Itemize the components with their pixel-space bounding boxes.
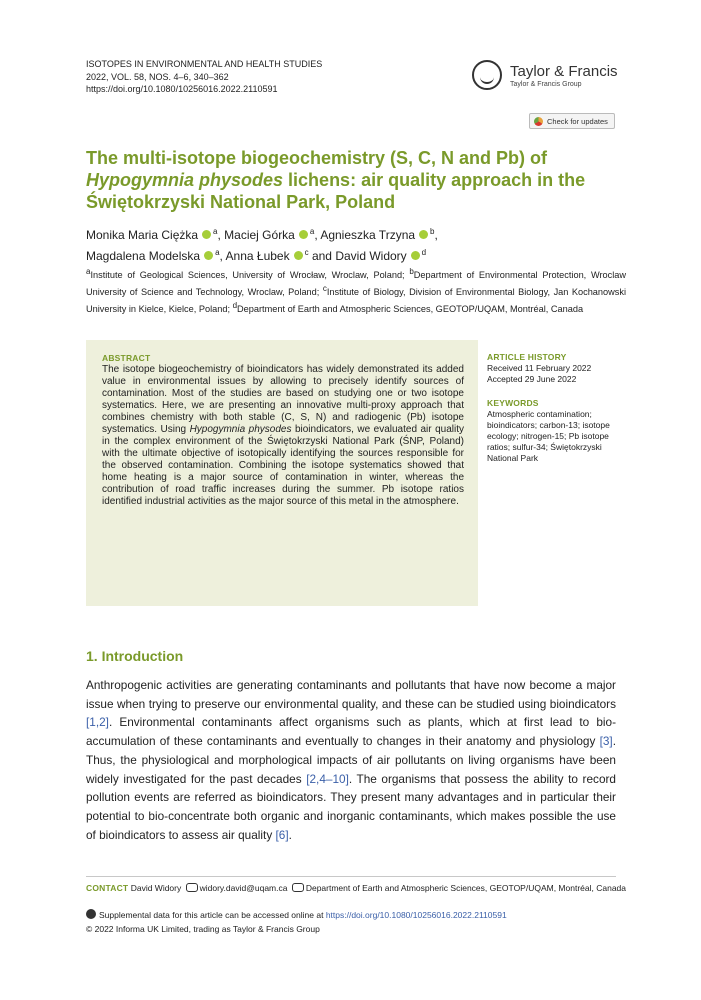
- address-icon: [292, 883, 304, 892]
- lamp-icon: [472, 60, 502, 90]
- copyright: © 2022 Informa UK Limited, trading as Taylor & Francis Group: [86, 924, 320, 934]
- crossmark-icon: [534, 117, 543, 126]
- received-date: Received 11 February 2022: [487, 363, 592, 373]
- affiliation-b: Department of Environmental Protection, Wroclaw University of Science and Technology, Wroclaw, Poland;: [86, 270, 627, 298]
- orcid-icon[interactable]: [299, 230, 308, 239]
- intro-paragraph: [86, 676, 616, 844]
- history-label: ARTICLE HISTORY: [487, 352, 567, 362]
- author-name[interactable]: Anna Łubek: [225, 249, 290, 263]
- section-heading: 1. Introduction: [86, 648, 184, 664]
- author-separator: ,: [314, 228, 321, 242]
- footer-divider: [86, 876, 616, 877]
- author-name[interactable]: David Widory: [335, 249, 407, 263]
- title-species: Hypogymnia physodes: [86, 170, 284, 190]
- affiliation-mark: a: [86, 267, 91, 276]
- contact-address: Department of Earth and Atmospheric Sciences, GEOTOP/UQAM, Montréal, Canada: [305, 883, 626, 893]
- journal-header: [86, 58, 322, 96]
- author-affiliation-mark: a: [215, 248, 220, 257]
- supplemental-text: Supplemental data for this article can be accessed online at: [99, 910, 326, 920]
- journal-volume: 2022, VOL. 58, NOS. 4–6, 340–362: [86, 71, 229, 82]
- abstract-species: Hypogymnia physodes: [189, 424, 292, 435]
- affiliation-c: Institute of Biology, Division of Environmental Biology, Jan Kochanowski University in Kielce, Kielce, Poland;: [86, 287, 626, 315]
- title-line-2: lichens: air quality approach in the: [283, 170, 586, 190]
- author-separator: and: [308, 249, 336, 263]
- check-updates-label: Check for updates: [547, 116, 608, 126]
- author-separator: ,: [217, 228, 225, 242]
- affiliation-a: Institute of Geological Sciences, University of Wrocław, Wroclaw, Poland;: [90, 270, 410, 281]
- check-updates-button[interactable]: [529, 113, 615, 129]
- affiliation-mark: b: [409, 267, 414, 276]
- author-affiliation-mark: a: [309, 227, 315, 236]
- contact-name: David Widory: [130, 883, 182, 893]
- author-affiliation-mark: a: [213, 227, 218, 236]
- author-affiliation-mark: c: [304, 248, 309, 257]
- author-name[interactable]: Monika Maria Ciężka: [86, 228, 199, 242]
- affiliation-d: Department of Earth and Atmospheric Sciences, GEOTOP/UQAM, Montréal, Canada: [237, 304, 584, 315]
- orcid-icon[interactable]: [294, 251, 303, 260]
- author-name[interactable]: Maciej Górka: [224, 228, 295, 242]
- orcid-icon[interactable]: [202, 230, 211, 239]
- citation-link[interactable]: [6]: [275, 827, 289, 842]
- intro-text: . Thus, the physiological and morphological impacts of air pollutants on living organisms have been widely investigated for the past decades: [86, 734, 616, 786]
- author-affiliation-mark: d: [421, 248, 427, 257]
- intro-text: . The organisms that possess the ability to record pollution events are referred as bioindicators. They present many advantages and in particular their potential to bio-concentrate both organic and inorganic contaminants, which makes possible the use of bioindicators to assess air quality: [86, 771, 616, 842]
- abstract-text-continued: bioindicators, we evaluated air quality in the complex environment of the Świętokrzyski National Park (ŚNP, Poland) with the ultimate objective of isotopically identifying the sources responsible for the observed contamination. Combining the isotope systematics showed that home heating is a major source of contamination in winter, whereas the contribution of road traffic increases during the summer. Pb isotope ratios identified industrial activities as the major source of this metal in the atmosphere.: [102, 424, 465, 507]
- contact-email[interactable]: widory.david@uqam.ca: [199, 883, 288, 893]
- affiliation-mark: c: [322, 284, 327, 294]
- citation-link[interactable]: [1,2]: [86, 715, 109, 730]
- journal-name: ISOTOPES IN ENVIRONMENTAL AND HEALTH STUDIES: [86, 59, 323, 69]
- abstract-label: ABSTRACT: [102, 353, 151, 363]
- author-affiliation-mark: b: [430, 227, 435, 236]
- title-line-3: Świętokrzyski National Park, Poland: [86, 192, 396, 212]
- author-name[interactable]: Magdalena Modelska: [86, 249, 201, 263]
- intro-text: . Environmental contaminants affect organisms such as plants, which at first lead to bio-accumulation of these contaminants and eventually to changes in their anatomy and physiology: [86, 715, 616, 749]
- affiliations: [86, 265, 626, 316]
- citation-link[interactable]: [2,4–10]: [306, 771, 349, 786]
- accepted-date: Accepted 29 June 2022: [487, 374, 577, 384]
- orcid-icon[interactable]: [204, 251, 213, 260]
- author-name[interactable]: Agnieszka Trzyna: [320, 228, 416, 242]
- orcid-icon[interactable]: [419, 230, 428, 239]
- publisher-group: Taylor & Francis Group: [510, 81, 582, 88]
- author-separator: ,: [434, 228, 438, 242]
- title-line-1: The multi-isotope biogeochemistry (S, C, N and Pb) of: [86, 148, 548, 168]
- publisher-logo: [472, 60, 622, 94]
- keywords-label: KEYWORDS: [487, 398, 539, 408]
- citation-link[interactable]: [3]: [599, 734, 613, 749]
- author-list: [86, 223, 626, 265]
- author-separator: ,: [219, 249, 226, 263]
- supplemental-note: [86, 909, 626, 921]
- article-title: [86, 147, 626, 213]
- contact-label: CONTACT: [86, 883, 129, 893]
- intro-text: .: [288, 827, 292, 842]
- orcid-icon[interactable]: [411, 251, 420, 260]
- supplemental-link[interactable]: https://doi.org/10.1080/10256016.2022.2110591: [325, 910, 507, 920]
- abstract: [102, 352, 464, 508]
- abstract-text: The isotope biogeochemistry of bioindicators has widely demonstrated its added value in environmental issues by allowing to precisely identify sources of contamination. Most of the studies are based on studying one or two isotope systematics. Here, we are presenting an innovative multi-proxy approach that combines chemistry with both stable (C, S, N) and radiogenic (Pb) isotope systematics. Using: [102, 364, 464, 435]
- intro-text: Anthropogenic activities are generating contaminants and pollutants that have now become a major issue when trying to preserve our environmental quality, and these can be studied using bioindicators: [86, 678, 616, 711]
- article-sidebar: [487, 352, 617, 464]
- journal-doi[interactable]: https://doi.org/10.1080/10256016.2022.2110591: [86, 84, 278, 94]
- email-icon: [186, 883, 198, 892]
- supplemental-icon: [86, 909, 96, 919]
- affiliation-mark: d: [232, 301, 238, 311]
- publisher-name: Taylor & Francis: [510, 63, 618, 80]
- keywords-text: Atmospheric contamination; bioindicators; carbon-13; isotope ecology; nitrogen-15; Pb isotope ratios; sulfur-34; Świętokrzyski National Park: [487, 409, 610, 463]
- contact-info: [86, 882, 626, 894]
